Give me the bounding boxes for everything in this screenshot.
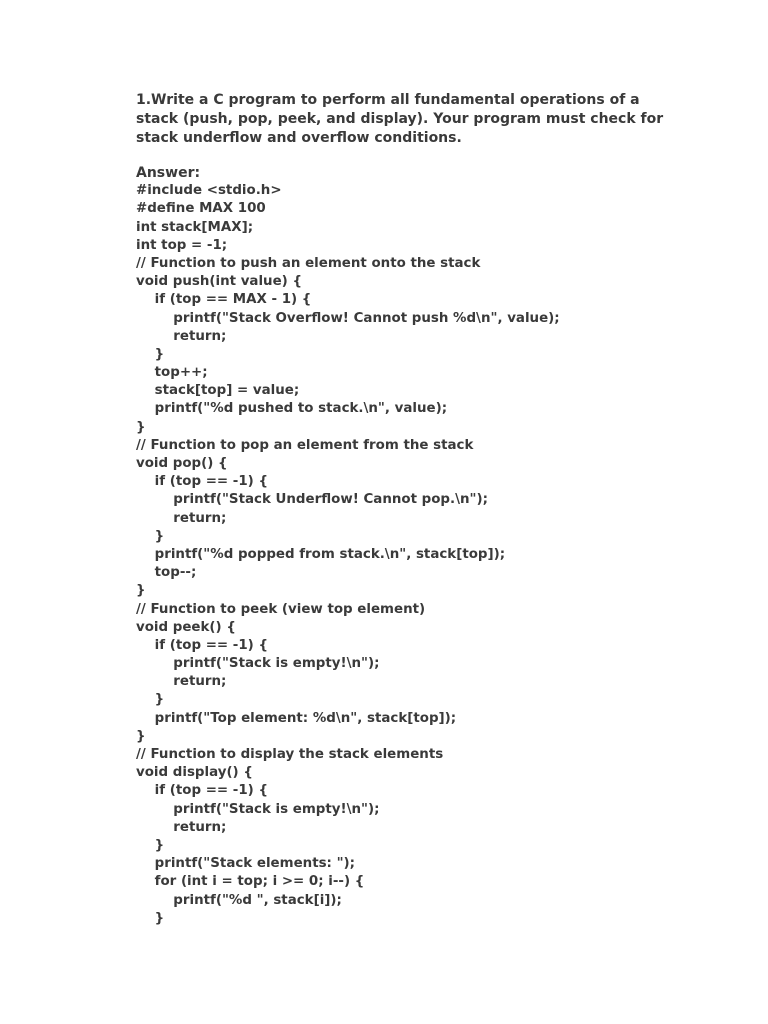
- code-line: }: [136, 419, 146, 435]
- code-line: return;: [136, 674, 227, 690]
- document-content: [136, 91, 736, 928]
- code-line: void pop() {: [136, 456, 228, 471]
- code-line: }: [136, 346, 165, 362]
- code-line: // Function to display the stack elements: [136, 747, 444, 762]
- code-line: for (int i = top; i >= 0; i--) {: [136, 874, 365, 890]
- code-line: printf("Stack is empty!\n");: [136, 801, 380, 817]
- code-line: void peek() {: [136, 619, 236, 635]
- code-line: }: [136, 910, 165, 926]
- code-line: }: [136, 728, 146, 744]
- code-line: if (top == MAX - 1) {: [136, 292, 312, 308]
- code-line: top--;: [136, 565, 197, 581]
- code-line: if (top == -1) {: [136, 474, 268, 490]
- code-line: printf("%d pushed to stack.\n", value);: [136, 401, 448, 417]
- code-line: printf("Stack elements: ");: [136, 856, 356, 872]
- code-line: int top = -1;: [136, 237, 228, 253]
- code-line: if (top == -1) {: [136, 637, 268, 653]
- code-line: // Function to pop an element from the stack: [136, 437, 474, 453]
- code-line: // Function to push an element onto the stack: [136, 255, 481, 271]
- code-line: void display() {: [136, 765, 253, 781]
- code-line: #define MAX 100: [136, 201, 266, 217]
- code-line: stack[top] = value;: [136, 383, 300, 399]
- code-line: int stack[MAX];: [136, 219, 254, 235]
- code-line: printf("%d ", stack[i]);: [136, 892, 342, 908]
- code-line: return;: [136, 819, 227, 835]
- code-line: printf("%d popped from stack.\n", stack[top]);: [136, 546, 506, 562]
- code-line: }: [136, 692, 165, 708]
- code-line: // Function to peek (view top element): [136, 601, 426, 617]
- code-line: printf("Stack is empty!\n");: [136, 656, 380, 672]
- answer-label: Answer:: [136, 165, 201, 181]
- code-line: #include <stdio.h>: [136, 183, 282, 199]
- code-line: printf("Stack Underflow! Cannot pop.\n");: [136, 492, 488, 508]
- code-line: top++;: [136, 365, 208, 381]
- code-line: void push(int value) {: [136, 274, 302, 290]
- code-line: return;: [136, 510, 227, 526]
- code-block: [136, 182, 736, 928]
- code-line: printf("Top element: %d\n", stack[top]);: [136, 710, 457, 726]
- code-line: printf("Stack Overflow! Cannot push %d\n", value);: [136, 310, 560, 326]
- code-line: if (top == -1) {: [136, 783, 268, 799]
- question-text: 1.Write a C program to perform all fundamental operations of a stack (push, pop, peek, and display). Your program must check for stack underflow and overflow conditions.: [136, 92, 664, 146]
- code-line: }: [136, 528, 165, 544]
- code-line: }: [136, 837, 165, 853]
- code-line: return;: [136, 328, 227, 344]
- code-line: }: [136, 583, 146, 599]
